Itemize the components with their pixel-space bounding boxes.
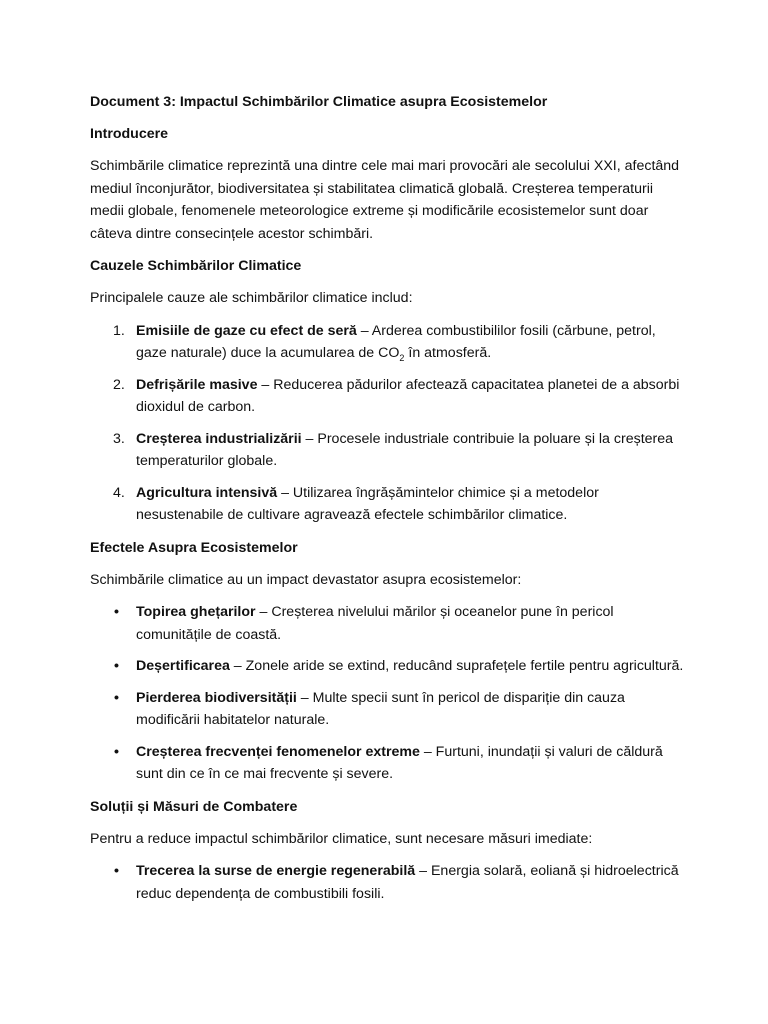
intro-paragraph: Schimbările climatice reprezintă una dintre cele mai mari provocări ale secolului XXI, afectând mediul înconjurător, biodiversitatea și stabilitatea climatică globală. Creșterea temperaturii medii globale, fenomenele meteorologice extreme și modificările ecosistemelor sunt doar câteva dintre consecințele acestor schimbări. xyxy=(90,158,680,242)
subscript: 2 xyxy=(399,352,405,363)
causes-heading: Cauzele Schimbărilor Climatice xyxy=(90,258,302,274)
list-item-text: – Reducerea pădurilor afectează capacitatea planetei de a absorbi dioxidul de carbon. xyxy=(136,376,680,415)
list-item xyxy=(113,320,690,365)
list-number: 1. xyxy=(113,322,125,339)
effects-heading: Efectele Asupra Ecosistemelor xyxy=(90,539,298,556)
document-title: Document 3: Impactul Schimbărilor Climatice asupra Ecosistemelor xyxy=(90,94,548,110)
list-number: 3. xyxy=(113,430,125,447)
list-item-term: Creșterea frecvenței fenomenelor extreme xyxy=(136,743,420,760)
list-item-term: Deșertificarea xyxy=(136,658,230,674)
list-item-text: – Procesele industriale contribuie la poluare și la creșterea temperaturilor globale. xyxy=(136,430,674,469)
bullet-icon: • xyxy=(114,863,119,879)
causes-intro: Principalele cauze ale schimbărilor climatice includ: xyxy=(90,290,413,306)
list-item-term: Defrișările masive xyxy=(136,376,258,393)
list-item-term: Emisiile de gaze cu efect de seră xyxy=(136,322,357,339)
list-item-term: Pierderea biodiversității xyxy=(136,689,297,706)
document-page xyxy=(90,91,690,915)
intro-heading: Introducere xyxy=(90,126,169,142)
causes-list xyxy=(90,320,690,527)
list-item xyxy=(113,482,690,527)
list-item-term: Trecerea la surse de energie regenerabilă xyxy=(136,863,416,879)
solutions-intro: Pentru a reduce impactul schimbărilor climatice, sunt necesare măsuri imediate: xyxy=(90,830,593,847)
effects-list xyxy=(90,601,690,786)
list-item xyxy=(113,428,690,473)
list-item-text: – Furtuni, inundații și valuri de căldură sunt din ce în ce mai frecvente și severe. xyxy=(136,743,663,782)
list-item xyxy=(114,601,690,646)
solutions-list xyxy=(90,860,690,905)
list-item-text: – Utilizarea îngrășămintelor chimice și a metodelor nesustenabile de cultivare agravează efectele schimbărilor climatice. xyxy=(136,484,599,523)
list-item-text: – Creșterea nivelului mărilor și oceanelor pune în pericol comunitățile de coastă. xyxy=(136,604,614,643)
list-item-term: Creșterea industrializării xyxy=(136,430,302,447)
list-number: 2. xyxy=(113,376,125,393)
list-item-term: Agricultura intensivă xyxy=(136,484,278,501)
list-item xyxy=(114,741,690,786)
bullet-icon: • xyxy=(114,689,119,706)
list-item-text-end: în atmosferă. xyxy=(404,345,492,361)
effects-intro: Schimbările climatice au un impact devastator asupra ecosistemelor: xyxy=(90,571,522,588)
list-item xyxy=(114,687,690,732)
solutions-heading: Soluții și Măsuri de Combatere xyxy=(90,798,298,815)
list-item-term: Topirea ghețarilor xyxy=(136,604,256,620)
list-item-text: – Arderea combustibililor fosili (cărbune, petrol, gaze naturale) duce la acumularea de CO xyxy=(136,322,656,361)
list-item-text: – Energia solară, eoliană și hidroelectrică reduc dependența de combustibili fosili. xyxy=(136,863,679,902)
list-item-text: – Zonele aride se extind, reducând suprafețele fertile pentru agricultură. xyxy=(229,658,684,674)
bullet-icon: • xyxy=(114,658,119,674)
bullet-icon: • xyxy=(114,604,119,620)
list-item xyxy=(114,860,690,905)
bullet-icon: • xyxy=(114,743,119,760)
list-item-text: – Multe specii sunt în pericol de dispariție din cauza modificării habitatelor naturale. xyxy=(136,689,625,728)
list-item xyxy=(114,655,690,678)
list-item xyxy=(113,374,690,419)
list-number: 4. xyxy=(113,484,125,501)
